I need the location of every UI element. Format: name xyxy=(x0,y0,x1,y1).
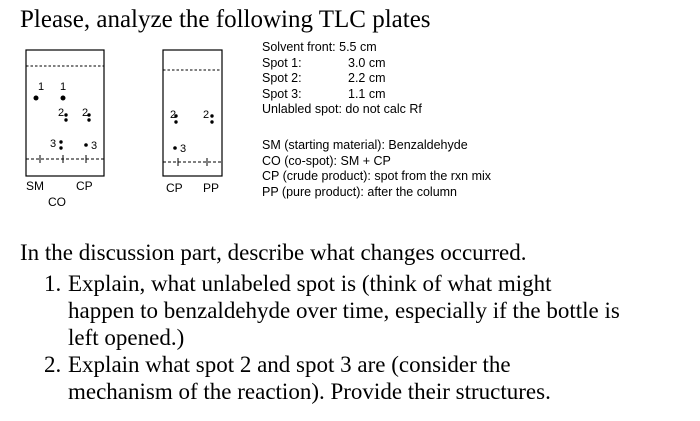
plate-1-outline xyxy=(26,50,104,176)
plate-1-spot-label-co-3: 3 xyxy=(50,138,57,150)
spot-3-line xyxy=(262,87,422,103)
question-2 xyxy=(44,351,620,405)
spot-3-label: Spot 3: xyxy=(262,86,302,101)
plate-1-lane-label-cp: CP xyxy=(76,179,93,193)
legend-co: CO (co-spot): SM + CP xyxy=(262,153,391,168)
plate-2-lane-label-cp: CP xyxy=(166,181,183,195)
plate-2-lane-label-pp: PP xyxy=(203,181,220,195)
plate-info xyxy=(262,40,422,118)
legend-cp: CP (crude product): spot from the rxn mix xyxy=(262,169,492,184)
spot-1-value: 3.0 cm xyxy=(348,55,386,70)
plate-2-spot-label-cp-3: 3 xyxy=(180,143,187,155)
question-1-line-2: happen to benzaldehyde over time, especially if the bottle is xyxy=(68,298,620,323)
question-1-line-1: Explain, what unlabeled spot is (think of what might xyxy=(68,271,552,296)
question-1-number: 1. xyxy=(44,271,62,296)
spot-2-label: Spot 2: xyxy=(262,71,302,86)
tlc-plates-figure xyxy=(0,0,260,215)
unlabeled-spot-note: Unlabled spot: do not calc Rf xyxy=(262,102,422,117)
plate-1-spot-co-2a xyxy=(64,113,67,116)
question-2-number: 2. xyxy=(44,352,62,377)
plate-1-spot-label-co-1: 1 xyxy=(60,81,67,93)
tlc-plate-2 xyxy=(163,50,222,195)
plate-1-spot-co-3a xyxy=(59,140,62,143)
plate-2-spot-pp-2b xyxy=(210,120,213,123)
plate-1-spot-co-1 xyxy=(61,96,66,101)
plate-2-spot-pp-2a xyxy=(210,114,213,117)
plate-2-spot-label-cp-2: 2 xyxy=(170,109,177,121)
question-list xyxy=(44,270,620,405)
lane-legend xyxy=(262,138,491,200)
plate-2-spot-label-pp-2: 2 xyxy=(203,109,210,121)
plate-1-spot-label-sm-1: 1 xyxy=(38,81,45,93)
spot-1-line xyxy=(262,56,422,72)
plate-1-spot-cp-3 xyxy=(84,143,88,147)
plate-1-spot-label-co-2: 2 xyxy=(58,107,65,119)
plate-1-spot-label-cp-3: 3 xyxy=(91,140,98,152)
spot-3-value: 1.1 cm xyxy=(348,86,386,101)
question-2-line-2: mechanism of the reaction). Provide their structures. xyxy=(68,379,551,404)
spot-1-label: Spot 1: xyxy=(262,55,302,70)
solvent-front-line: Solvent front: 5.5 cm xyxy=(262,40,377,54)
question-2-line-1: Explain what spot 2 and spot 3 are (consider the xyxy=(68,352,511,377)
tlc-plate-1 xyxy=(26,50,104,209)
plate-1-lane-label-sm: SM xyxy=(26,179,44,193)
page-title: Please, analyze the following TLC plates xyxy=(20,6,431,33)
spot-2-line xyxy=(262,71,422,87)
spot-2-value: 2.2 cm xyxy=(348,71,386,86)
discussion-intro: In the discussion part, describe what changes occurred. xyxy=(20,240,527,265)
plate-1-lane-label-co: CO xyxy=(48,195,66,209)
legend-sm: SM (starting material): Benzaldehyde xyxy=(262,138,468,152)
plate-1-spot-sm-1 xyxy=(34,96,39,101)
question-1-line-3: left opened.) xyxy=(68,325,185,350)
plate-2-spot-cp-3 xyxy=(173,146,177,150)
plate-1-spot-label-cp-2: 2 xyxy=(82,107,89,119)
legend-pp: PP (pure product): after the column xyxy=(262,184,458,199)
plate-1-spot-co-3b xyxy=(59,146,62,149)
plate-1-spot-co-2b xyxy=(64,118,67,121)
question-1 xyxy=(44,270,620,351)
